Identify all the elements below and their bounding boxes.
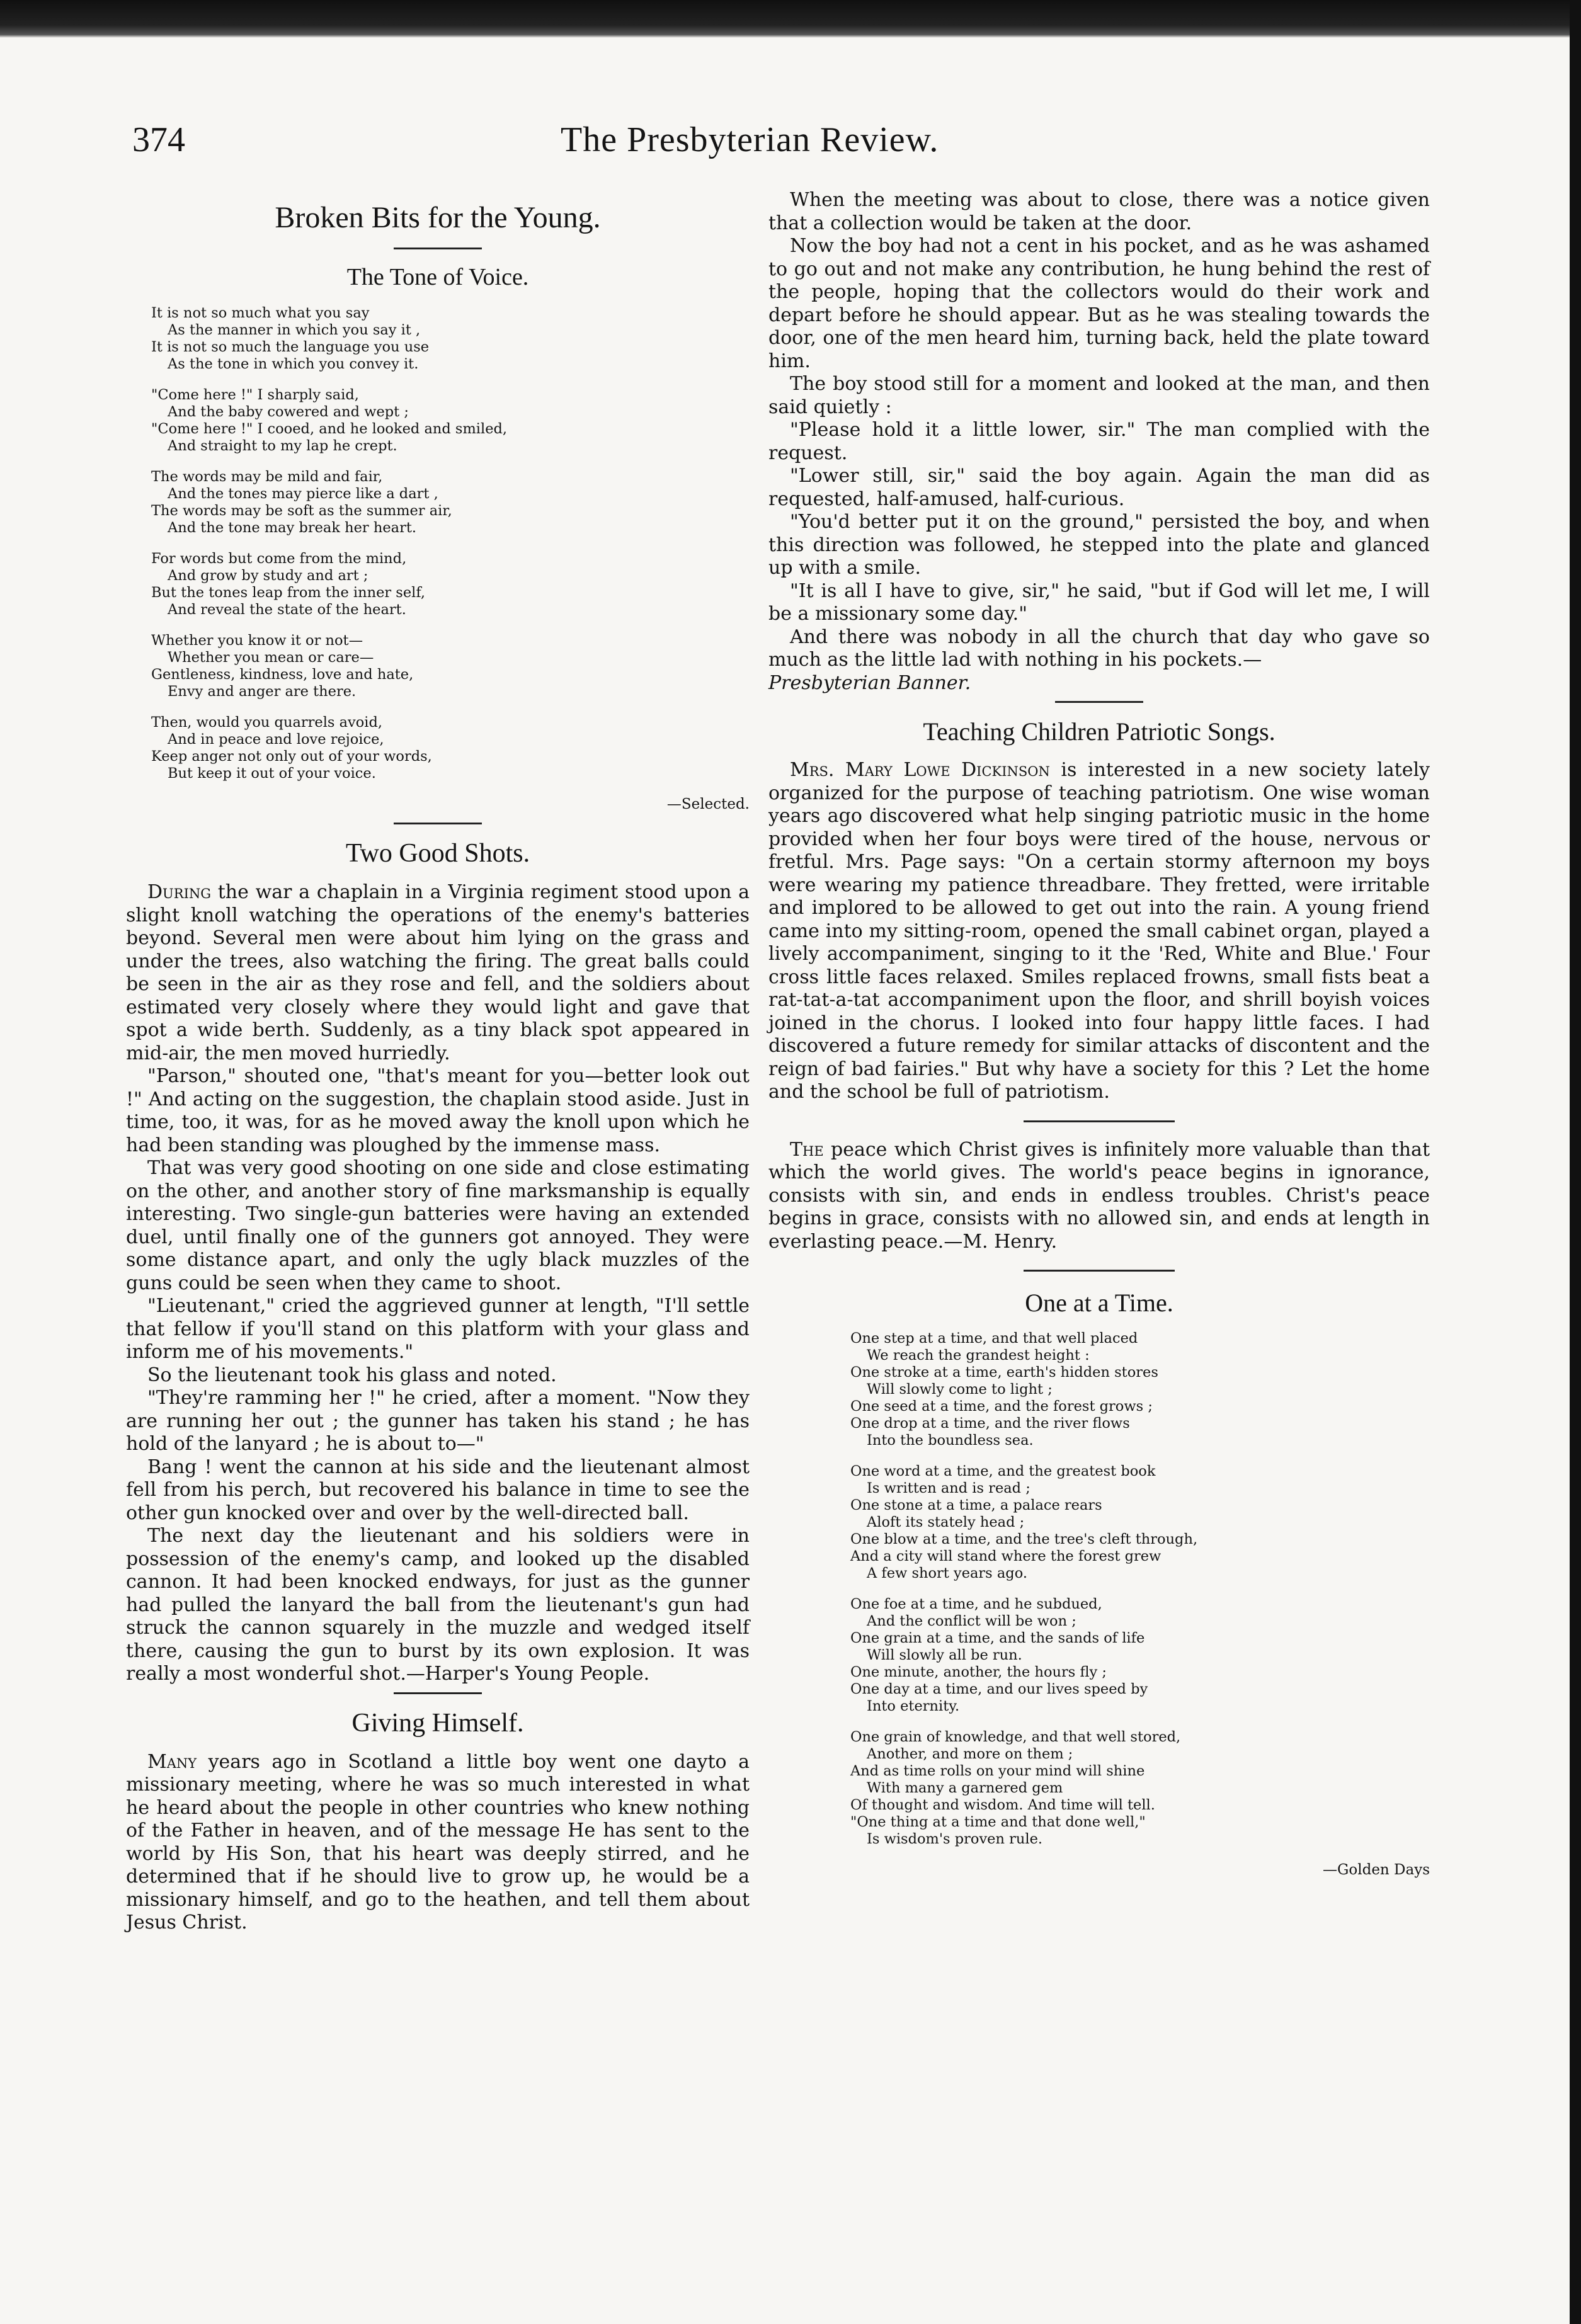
poem-line: One seed at a time, and the forest grows ; bbox=[850, 1398, 1153, 1415]
giving-himself-title: Giving Himself. bbox=[351, 1708, 524, 1738]
paragraph: Bang ! went the cannon at his side and the lieutenant almost fell from his perch, but recovered his balance in time to see the other gun knocked over and over by the well-directed ball. bbox=[126, 1455, 750, 1524]
paragraph: "Lower still, sir," said the boy again. Again the man did as requested, half-amused, half-curious. bbox=[768, 465, 1430, 510]
stanza bbox=[850, 1729, 1430, 1848]
poem-line: And grow by study and art ; bbox=[168, 567, 368, 584]
poem-line: It is not so much the language you use bbox=[151, 339, 430, 355]
poem-line: Then, would you quarrels avoid, bbox=[151, 714, 383, 731]
poem-line: And the conflict will be won ; bbox=[867, 1613, 1076, 1629]
poem-line: One drop at a time, and the river flows bbox=[850, 1415, 1130, 1432]
tone-of-voice-attribution: —Selected. bbox=[666, 796, 750, 812]
paragraph: "Lieutenant," cried the aggrieved gunner at length, "I'll settle that fellow if you'll stand on this platform with your glass and inform me of his movements." bbox=[126, 1295, 750, 1363]
stanza bbox=[151, 632, 750, 700]
poem-line: And a city will stand where the forest grew bbox=[850, 1548, 1161, 1564]
one-at-a-time-attribution: —Golden Days bbox=[1323, 1862, 1430, 1878]
poem-line: One foe at a time, and he subdued, bbox=[850, 1596, 1102, 1612]
poem-line: Whether you know it or not— bbox=[151, 632, 363, 649]
poem-line: One day at a time, and our lives speed by bbox=[850, 1681, 1148, 1697]
paragraph: The peace which Christ gives is infinitely more valuable than that which the world gives. The world's peace begins in ignorance, consists with sin, and ends in endless troubles. Christ's peace begins in grace, consists with no allowed sin, and ends at length in everlasting peace.—M. Henry. bbox=[768, 1138, 1430, 1253]
poem-line: "Come here !" I sharply said, bbox=[151, 387, 359, 403]
paragraph: The next day the lieutenant and his soldiers were in possession of the enemy's camp, and looked up the disabled cannon. It had been knocked endways, for just as the gunner had pulled the lanyard the ball from the lieutenant's gun had struck the cannon squarely in the muzzle and wedged itself there, causing the gun to burst by its own explosion. It was really a most wonderful shot.—Harper's Young People. bbox=[126, 1525, 750, 1685]
poem-line: One minute, another, the hours fly ; bbox=[850, 1664, 1107, 1680]
poem-line: Will slowly come to light ; bbox=[867, 1381, 1053, 1398]
giving-himself-attribution: Presbyterian Banner. bbox=[768, 671, 971, 694]
poem-line: And in peace and love rejoice, bbox=[168, 731, 384, 748]
poem-line: But the tones leap from the inner self, bbox=[151, 584, 426, 601]
paragraph: During the war a chaplain in a Virginia regiment stood upon a slight knoll watching the operations of the enemy's batteries beyond. Several men were about him lying on the grass and under the trees, also watching the firing. The great balls could be seen in the air as they rose and fell, and the soldiers about estimated very closely where they would light and gave that spot a wide berth. Suddenly, as a tiny black spot appeared in mid-air, the men moved hurriedly. bbox=[126, 881, 750, 1064]
patriotic-songs-body bbox=[768, 759, 1430, 1104]
one-at-a-time-title: One at a Time. bbox=[1025, 1289, 1173, 1317]
paragraph: "They're ramming her !" he cried, after a moment. "Now they are running her out ; the gunner has taken his stand ; he has hold of the lanyard ; he is about to—" bbox=[126, 1387, 750, 1455]
poem-line: One word at a time, and the greatest book bbox=[850, 1463, 1156, 1479]
divider bbox=[1055, 701, 1143, 703]
divider bbox=[394, 1692, 482, 1694]
giving-himself-body-continued bbox=[768, 189, 1430, 672]
left-column bbox=[126, 189, 750, 1935]
poem-line: Whether you mean or care— bbox=[168, 649, 374, 666]
tone-of-voice-poem bbox=[151, 305, 750, 782]
poem-line: As the manner in which you say it , bbox=[168, 322, 421, 338]
lead-word: Many bbox=[147, 1750, 197, 1773]
scan-top-band bbox=[0, 0, 1581, 38]
poem-line: And as time rolls on your mind will shine bbox=[850, 1763, 1145, 1779]
poem-line: One step at a time, and that well placed bbox=[850, 1330, 1138, 1347]
poem-line: And the tone may break her heart. bbox=[168, 520, 417, 536]
poem-line: Aloft its stately head ; bbox=[867, 1514, 1025, 1530]
paragraph: So the lieutenant took his glass and noted. bbox=[147, 1364, 557, 1386]
poem-line: For words but come from the mind, bbox=[151, 550, 407, 567]
stanza bbox=[151, 469, 750, 537]
paragraph: "Parson," shouted one, "that's meant for you—better look out !" And acting on the suggestion, the chaplain stood aside. Just in time, too, it was, for as he moved away the knoll upon which he had been standing was ploughed by the immense mass. bbox=[126, 1065, 750, 1156]
paragraph: "It is all I have to give, sir," he said, "but if God will let me, I will be a missionary some day." bbox=[768, 579, 1430, 625]
poem-line: Will slowly all be run. bbox=[867, 1647, 1022, 1663]
poem-line: One stone at a time, a palace rears bbox=[850, 1497, 1102, 1513]
paragraph: That was very good shooting on one side and close estimating on the other, and another story of fine marksmanship is equally interesting. Two single-gun batteries were having an extended duel, until finally one of the gunners got annoyed. They were some distance apart, and only the ugly black muzzles of the guns could be seen when they came to shoot. bbox=[126, 1157, 750, 1294]
paragraph: Many years ago in Scotland a little boy went one dayto a missionary meeting, where he was so much interested in what he heard about the people in other countries who knew nothing of the Father in heaven, and of the message He has sent to the world by His Son, that his heart was deeply stirred, and he determined that if he should live to grow up, he would be a missionary himself, and go to the heathen, and tell them about Jesus Christ. bbox=[126, 1750, 750, 1934]
two-good-shots-body bbox=[126, 881, 750, 1686]
stanza bbox=[850, 1463, 1430, 1582]
lead-word: The bbox=[790, 1138, 824, 1161]
lead-word: During bbox=[147, 881, 212, 903]
one-at-a-time-poem bbox=[850, 1330, 1430, 1848]
paragraph: When the meeting was about to close, there was a notice given that a collection would be taken at the door. bbox=[768, 189, 1430, 234]
poem-line: Envy and anger are there. bbox=[168, 683, 357, 700]
scan-right-edge bbox=[1570, 0, 1581, 2324]
divider bbox=[1024, 1270, 1175, 1272]
paragraph: Mrs. Mary Lowe Dickinson is interested in a new society lately organized for the purpose of teaching patriotism. One wise woman years ago discovered what help singing patriotic music in the home provided when her four boys were tired of the house, nervous or fretful. Mrs. Page says: "On a certain stormy afternoon my boys were wearing my patience threadbare. They fretted, were irritable and implored to be allowed to get out into the rain. A young friend came into my sitting-room, opened the small cabinet organ, played a lively accompaniment, singing to it the 'Red, White and Blue.' Four cross little faces relaxed. Smiles replaced frowns, small fists beat a rat-tat-a-tat accompaniment upon the floor, and shrill boyish voices joined in the chorus. I looked into four happy little faces. I had discovered a future remedy for similar attacks of discontent and the reign of bad fairies." But why have a society for this ? Let the home and the school be full of patriotism. bbox=[768, 759, 1430, 1103]
section-title: Broken Bits for the Young. bbox=[275, 201, 601, 234]
poem-line: The words may be soft as the summer air, bbox=[151, 503, 452, 519]
poem-line: One blow at a time, and the tree's cleft through, bbox=[850, 1531, 1198, 1547]
poem-line: Of thought and wisdom. And time will tell. bbox=[850, 1797, 1155, 1813]
poem-line: With many a garnered gem bbox=[867, 1780, 1063, 1796]
poem-line: The words may be mild and fair, bbox=[151, 469, 383, 485]
poem-line: One grain at a time, and the sands of life bbox=[850, 1630, 1145, 1646]
poem-line: And straight to my lap he crept. bbox=[168, 438, 397, 454]
tone-of-voice-title: The Tone of Voice. bbox=[346, 264, 529, 290]
poem-line: It is not so much what you say bbox=[151, 305, 370, 321]
divider bbox=[1024, 1120, 1175, 1122]
divider bbox=[394, 248, 482, 249]
lead-word: Mrs. Mary Lowe Dickinson bbox=[790, 759, 1050, 781]
poem-line: "One thing at a time and that done well," bbox=[850, 1814, 1146, 1830]
paragraph: "Please hold it a little lower, sir." The man complied with the request. bbox=[768, 419, 1430, 464]
divider bbox=[394, 823, 482, 824]
paragraph: And there was nobody in all the church that day who gave so much as the little lad with nothing in his pockets.— bbox=[768, 625, 1430, 671]
poem-line: And the baby cowered and wept ; bbox=[168, 404, 409, 420]
poem-line: One stroke at a time, earth's hidden stores bbox=[850, 1364, 1158, 1381]
right-column bbox=[768, 189, 1430, 1888]
poem-line: "Come here !" I cooed, and he looked and smiled, bbox=[151, 421, 508, 437]
paragraph: Now the boy had not a cent in his pocket, and as he was ashamed to go out and not make any contribution, he hung behind the rest of the people, hoping that the collectors would do their work and depart before he should appear. But as he was stealing towards the door, one of the men heard him, turning back, held the plate toward him. bbox=[768, 235, 1430, 372]
poem-line: And reveal the state of the heart. bbox=[168, 601, 406, 618]
poem-line: As the tone in which you convey it. bbox=[168, 356, 419, 372]
giving-himself-body-start bbox=[126, 1751, 750, 1935]
page-header bbox=[132, 120, 1002, 176]
poem-line: Gentleness, kindness, love and hate, bbox=[151, 666, 414, 683]
stanza bbox=[151, 550, 750, 618]
poem-line: Is wisdom's proven rule. bbox=[867, 1831, 1043, 1847]
paragraph: "You'd better put it on the ground," persisted the boy, and when this direction was followed, he stepped into the plate and glanced up with a smile. bbox=[768, 511, 1430, 579]
poem-line: One grain of knowledge, and that well stored, bbox=[850, 1729, 1181, 1745]
two-good-shots-title: Two Good Shots. bbox=[345, 839, 530, 868]
stanza bbox=[151, 714, 750, 782]
peace-body bbox=[768, 1139, 1430, 1254]
patriotic-songs-title: Teaching Children Patriotic Songs. bbox=[923, 717, 1276, 746]
poem-line: Another, and more on them ; bbox=[867, 1746, 1073, 1762]
poem-line: And the tones may pierce like a dart , bbox=[168, 486, 438, 502]
paragraph: The boy stood still for a moment and looked at the man, and then said quietly : bbox=[768, 373, 1430, 418]
page-number: 374 bbox=[132, 120, 185, 159]
stanza bbox=[151, 387, 750, 455]
stanza bbox=[151, 305, 750, 373]
poem-line: Into the boundless sea. bbox=[867, 1432, 1034, 1449]
poem-line: Into eternity. bbox=[867, 1698, 960, 1714]
stanza bbox=[850, 1330, 1430, 1449]
poem-line: But keep it out of your voice. bbox=[168, 765, 376, 782]
journal-title: The Presbyterian Review. bbox=[561, 120, 939, 159]
poem-line: Keep anger not only out of your words, bbox=[151, 748, 432, 765]
poem-line: Is written and is read ; bbox=[867, 1480, 1030, 1496]
poem-line: A few short years ago. bbox=[867, 1565, 1028, 1581]
poem-line: We reach the grandest height : bbox=[867, 1347, 1090, 1364]
stanza bbox=[850, 1596, 1430, 1715]
